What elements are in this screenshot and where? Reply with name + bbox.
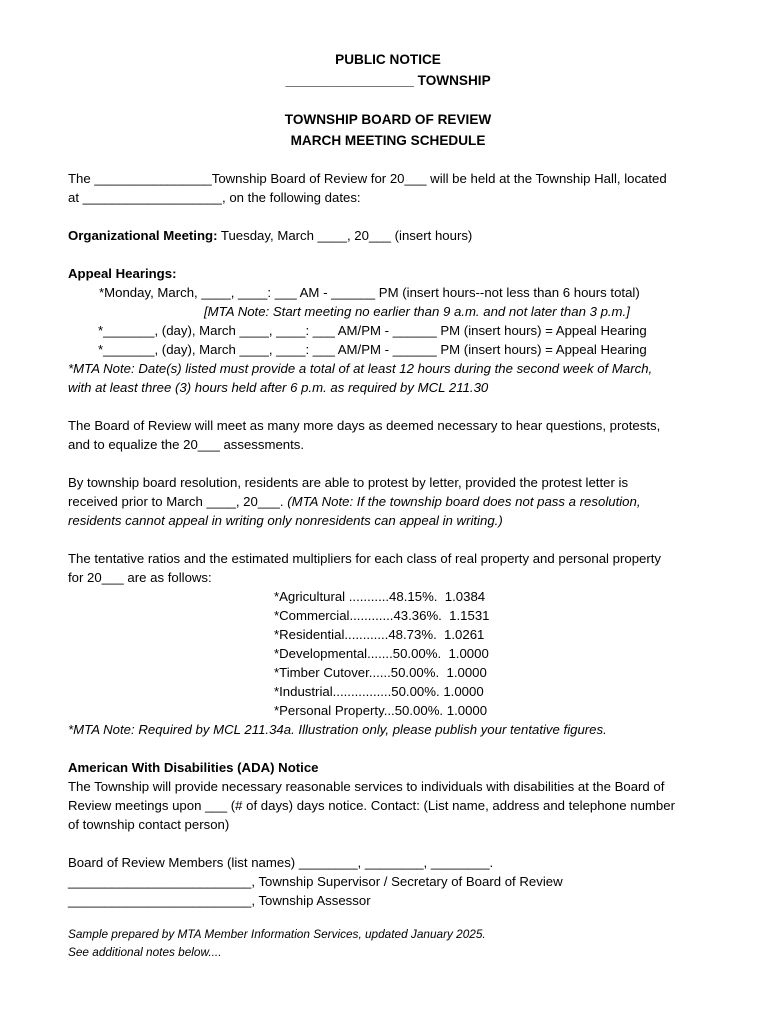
- schedule-heading: [68, 109, 708, 151]
- protest-letter-paragraph: [68, 473, 708, 530]
- appeal-hearing-line-1: *Monday, March, ____, ____: ___ AM - ______ PM (insert hours--not less than 6 hours total): [99, 285, 640, 300]
- ratios-intro-line-2: for 20___ are as follows:: [68, 570, 212, 585]
- protest-letter-line-1: By township board resolution, residents are able to protest by letter, provided the protest letter is: [68, 475, 629, 490]
- intro-line-2: at ___________________, on the following dates:: [68, 190, 361, 205]
- ratio-residential: *Residential............48.73%. 1.0261: [274, 627, 485, 642]
- board-of-review-title: TOWNSHIP BOARD OF REVIEW: [284, 112, 492, 127]
- appeal-hearing-note-2a: *MTA Note: Date(s) listed must provide a total of at least 12 hours during the second week of March,: [68, 361, 653, 376]
- appeal-hearings-heading: Appeal Hearings:: [68, 266, 177, 281]
- meeting-schedule-title: MARCH MEETING SCHEDULE: [290, 133, 486, 148]
- notice-heading: [68, 49, 708, 91]
- public-notice-title: PUBLIC NOTICE: [335, 52, 441, 67]
- members-line-2: _________________________, Township Supervisor / Secretary of Board of Review: [68, 874, 563, 889]
- members-line-3: _________________________, Township Assessor: [68, 893, 371, 908]
- organizational-meeting-label: Organizational Meeting:: [68, 228, 218, 243]
- members-section: [68, 853, 708, 910]
- board-meet-paragraph: [68, 416, 708, 454]
- board-meet-line-1: The Board of Review will meet as many more days as deemed necessary to hear questions, protests,: [68, 418, 661, 433]
- intro-paragraph: [68, 169, 708, 207]
- footer-notes: [68, 925, 708, 961]
- appeal-hearings-section: [68, 264, 708, 397]
- board-meet-line-2: and to equalize the 20___ assessments.: [68, 437, 305, 452]
- footer-line-1: Sample prepared by MTA Member Information Services, updated January 2025.: [68, 927, 486, 941]
- ratios-section: [68, 549, 708, 739]
- ratios-list: [68, 587, 708, 720]
- appeal-hearing-note-2b: with at least three (3) hours held after 6 p.m. as required by MCL 211.30: [68, 380, 489, 395]
- protest-letter-line-2a: received prior to March ____, 20___.: [68, 494, 288, 509]
- appeal-hearing-line-2: *_______, (day), March ____, ____: ___ AM/PM - ______ PM (insert hours) = Appeal Hearing: [98, 323, 647, 338]
- ada-line-2: Review meetings upon ___ (# of days) days notice. Contact: (List name, address and telephone number: [68, 798, 675, 813]
- ratios-note: *MTA Note: Required by MCL 211.34a. Illustration only, please publish your tentative figures.: [68, 722, 607, 737]
- ratio-timber-cutover: *Timber Cutover......50.00%. 1.0000: [274, 665, 487, 680]
- ratio-industrial: *Industrial................50.00%. 1.0000: [274, 684, 484, 699]
- ratios-intro-line-1: The tentative ratios and the estimated multipliers for each class of real property and personal property: [68, 551, 662, 566]
- intro-line-1: The ________________Township Board of Review for 20___ will be held at the Township Hall, located: [68, 171, 667, 186]
- ratio-personal-property: *Personal Property...50.00%. 1.0000: [274, 703, 488, 718]
- township-name-line: _________________ TOWNSHIP: [285, 73, 491, 88]
- footer-line-2: See additional notes below....: [68, 945, 222, 959]
- organizational-meeting: [68, 226, 708, 245]
- ada-line-1: The Township will provide necessary reasonable services to individuals with disabilities at the Board of: [68, 779, 665, 794]
- protest-letter-note: (MTA Note: If the township board does not pass a resolution,: [287, 494, 641, 509]
- appeal-hearing-note-1: [MTA Note: Start meeting no earlier than 9 a.m. and not later than 3 p.m.]: [204, 304, 630, 319]
- ratio-commercial: *Commercial............43.36%. 1.1531: [274, 608, 490, 623]
- public-notice-document: [68, 49, 708, 961]
- members-line-1: Board of Review Members (list names) ________, ________, ________.: [68, 855, 494, 870]
- protest-letter-line-3: residents cannot appeal in writing only nonresidents can appeal in writing.): [68, 513, 503, 528]
- appeal-hearing-line-3: *_______, (day), March ____, ____: ___ AM/PM - ______ PM (insert hours) = Appeal Hearing: [98, 342, 647, 357]
- ratio-agricultural: *Agricultural ...........48.15%. 1.0384: [274, 589, 486, 604]
- ada-section: [68, 758, 708, 834]
- ratio-developmental: *Developmental.......50.00%. 1.0000: [274, 646, 489, 661]
- ada-line-3: of township contact person): [68, 817, 230, 832]
- organizational-meeting-text: Tuesday, March ____, 20___ (insert hours): [217, 228, 473, 243]
- ada-heading: American With Disabilities (ADA) Notice: [68, 760, 319, 775]
